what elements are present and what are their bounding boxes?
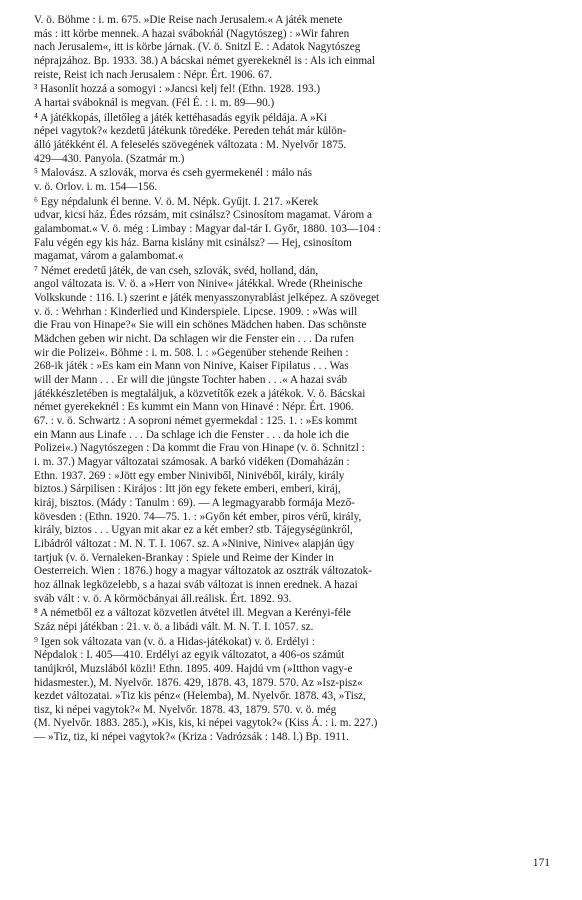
footnote-paragraph [34,196,554,264]
text-line: 429—430. Panyola. (Szatmár m.) [34,152,185,165]
text-line: V. ö. Böhme : i. m. 675. »Die Reise nach Jerusalem.« A játék menete [34,14,343,26]
text-line: i. m. 37.) Magyar változatai számosak. A barkó vidéken (Domaházán : [34,456,350,468]
text-line: udvar, kicsi ház. Édes rózsám, mit csinálsz? Csinosítom magamat. Várom a [34,209,372,222]
text-line: néprajzához. Bp. 1933. 38.) A bácskai német gyerekeknél is : Als ich einmal [34,54,376,67]
text-line: Oesterreich. Wien : 1876.) hogy a magyar változatok az osztrák változatok- [34,565,372,578]
text-line: ⁷ Német eredetű játék, de van cseh, szlovák, svéd, holland, dán, [34,264,319,277]
footnote-paragraph [34,112,554,167]
footnote-paragraph [34,14,554,82]
text-line: galambomat.« V. ö. még : Limbay : Magyar dal-tár I. Győr, 1880. 103—104 : [34,222,381,235]
text-line: die Frau von Hinape?« Sie will ein schönes Mädchen haben. Das schönste [34,319,367,332]
text-line: játékkészletében is megtaláljuk, a közvetítők ezek a játékok. V. ö. Bácskai [34,387,366,400]
text-line: tartjuk (v. ö. Vernaleken-Brankay : Spiele und Reime der Kinder in [34,551,334,564]
text-line: király, biztos . . . Ugyan mit akar ez a két ember? stb. Tájegységünkről, [34,524,353,537]
text-line: ⁹ Igen sok változata van (v. ö. a Hidas-játékokat) v. ö. Erdélyi : [34,635,315,648]
text-line: v. ö. Orlov. i. m. 154—156. [34,180,158,193]
footnote-paragraph [34,607,554,634]
text-line: német gyerekeknél : Es kummt ein Mann von Hinavé : Népr. Ért. 1906. [34,401,354,414]
footnote-paragraph [34,265,554,606]
text-line: kiráj, bisztos. (Mády : Tanulm : 69). — A legmagyarabb formája Mező- [34,496,355,509]
text-line: sváb vált : v. ö. A körmöcbányai áll.reálisk. Ért. 1892. 93. [34,592,292,605]
text-line: reiste, Reist ich nach Jerusalem : Népr. Ért. 1906. 67. [34,68,272,81]
text-line: ⁴ A játékkopás, illetőleg a játék kettéhasadás egyik példája. A »Ki [34,111,327,124]
text-line: 67. : v. ö. Schwartz : A soproni német gyermekdal : 125. 1. : »Es kommt [34,415,358,428]
text-line: — »Tiz, tiz, ki népei vagytok?« (Kriza : Vadrózsák : 148. l.) Bp. 1911. [34,731,349,744]
text-line: Volkskunde : 116. l.) szerint e játék menyasszonyrablást jelképez. A szöveget [34,292,380,305]
text-line: angol változata is. V. ö. a »Herr von Ninive« játékkal. Wrede (Rheinische [34,278,363,291]
text-line: biztos.) Sárpilisen : Kirájos : Itt jön egy fekete emberi, emberi, kiráj, [34,483,341,496]
text-line: hidasmester.), M. Nyelvőr. 1876. 429, 1878. 43, 1879. 570. Az »Isz-pisz« [34,676,363,689]
text-line: tisz, ki népei vagytok?« M. Nyelvőr. 1878. 43, 1879. 570. v. ö. még [34,703,337,716]
text-line: v. ö. : Wehrhan : Kinderlied und Kinderspiele. Lipcse. 1909. : »Was will [34,305,358,318]
text-line: álló játékként él. A feleselés szövegének változata : M. Nyelvőr 1875. [34,138,347,151]
footnote-paragraph [34,636,554,745]
text-line: ⁵ Malovász. A szlovák, morva és cseh gyermekenél : málo nás [34,167,312,180]
text-line: ⁶ Egy népdalunk él benne. V. ö. M. Népk. Gyűjt. I. 217. »Kerek [34,195,319,208]
text-line: (M. Nyelvőr. 1883. 285.), »Kis, kis, ki népei vagytok?« (Kiss Á. : i. m. 227.) [34,717,378,730]
text-line: Polizei«.) Nagytószegen : Da kommt die Frau von Hinape (v. ö. Schnitzl : [34,442,365,455]
text-line: Ethn. 1937. 269 : »Jött egy ember Niniviből, Ninivéből, király, király [34,469,345,482]
text-line: ³ Hasonlít hozzá a somogyi : »Jancsi kelj fel! (Ethn. 1928. 193.) [34,83,321,96]
text-line: A hartai sváboknál is megvan. (Fél É. : i. m. 89—90.) [34,96,275,109]
text-line: tanújkról, Muzslából közli! Ethn. 1895. 409. Hajdú vm (»Itthon vagy-e [34,662,353,675]
text-line: wir die Polizei«. Böhme : i. m. 508. l. : »Gegenüber stehende Reihen : [34,346,349,359]
footnote-paragraph [34,83,554,110]
page-number: 171 [532,857,550,869]
text-line: Falu végén egy kis ház. Barna kislány mit csinálsz? — Hej, csinosítom [34,236,352,249]
text-line: ⁸ A németből ez a változat közvetlen átvétel ill. Megvan a Kerényi-féle [34,607,352,620]
text-line: kezdet változatai. »Tiz kis pénz« (Helemba), M. Nyelvőr. 1878. 43, »Tisz, [34,690,366,703]
text-line: nach Jerusalem«, itt is körbe járnak. (V. ö. Snitzl E. : Adatok Nagytószeg [34,41,361,54]
text-line: Libádról változat : M. N. T. I. 1067. sz. A »Ninive, Ninive« alapján úgy [34,537,355,550]
text-line: will der Mann . . . Er will die jüngste Tochter haben . . .« A hazai sváb [34,374,348,387]
text-line: kövesden : (Ethn. 1920. 74—75. 1. : »Győn két ember, piros vérű, király, [34,510,362,523]
text-line: Mädchen geben wir nicht. Da schlagen wir die Fenster ein . . . Da rufen [34,333,354,346]
footnotes-block [34,14,554,746]
text-line: más : itt körbe mennek. A hazai svábokńál (Nagytószeg) : »Wir fahren [34,27,350,40]
footnote-paragraph [34,167,554,194]
text-line: Száz népi játékban : 21. v. ö. a libádi vált. M. N. T. I. 1057. sz. [34,620,314,633]
text-line: népei vagytok?« kezdetű játékunk töredéke. Pereden tehát már külön- [34,125,347,138]
text-line: magamat, várom a galambomat.« [34,250,184,263]
text-line: hoz állnak legközelebb, s a hazai sváb változat is innen erednek. A hazai [34,578,358,591]
text-line: Népdalok : I. 405—410. Erdélyi az egyik változatot, a 406-os számút [34,649,345,662]
text-line: 268-ik játék : »Es kam ein Mann von Ninive, Kaiser Fipilatus . . . Was [34,360,349,373]
text-line: ein Mann aus Linafe . . . Da schlage ich die Fenster . . . da hole ich die [34,428,350,441]
